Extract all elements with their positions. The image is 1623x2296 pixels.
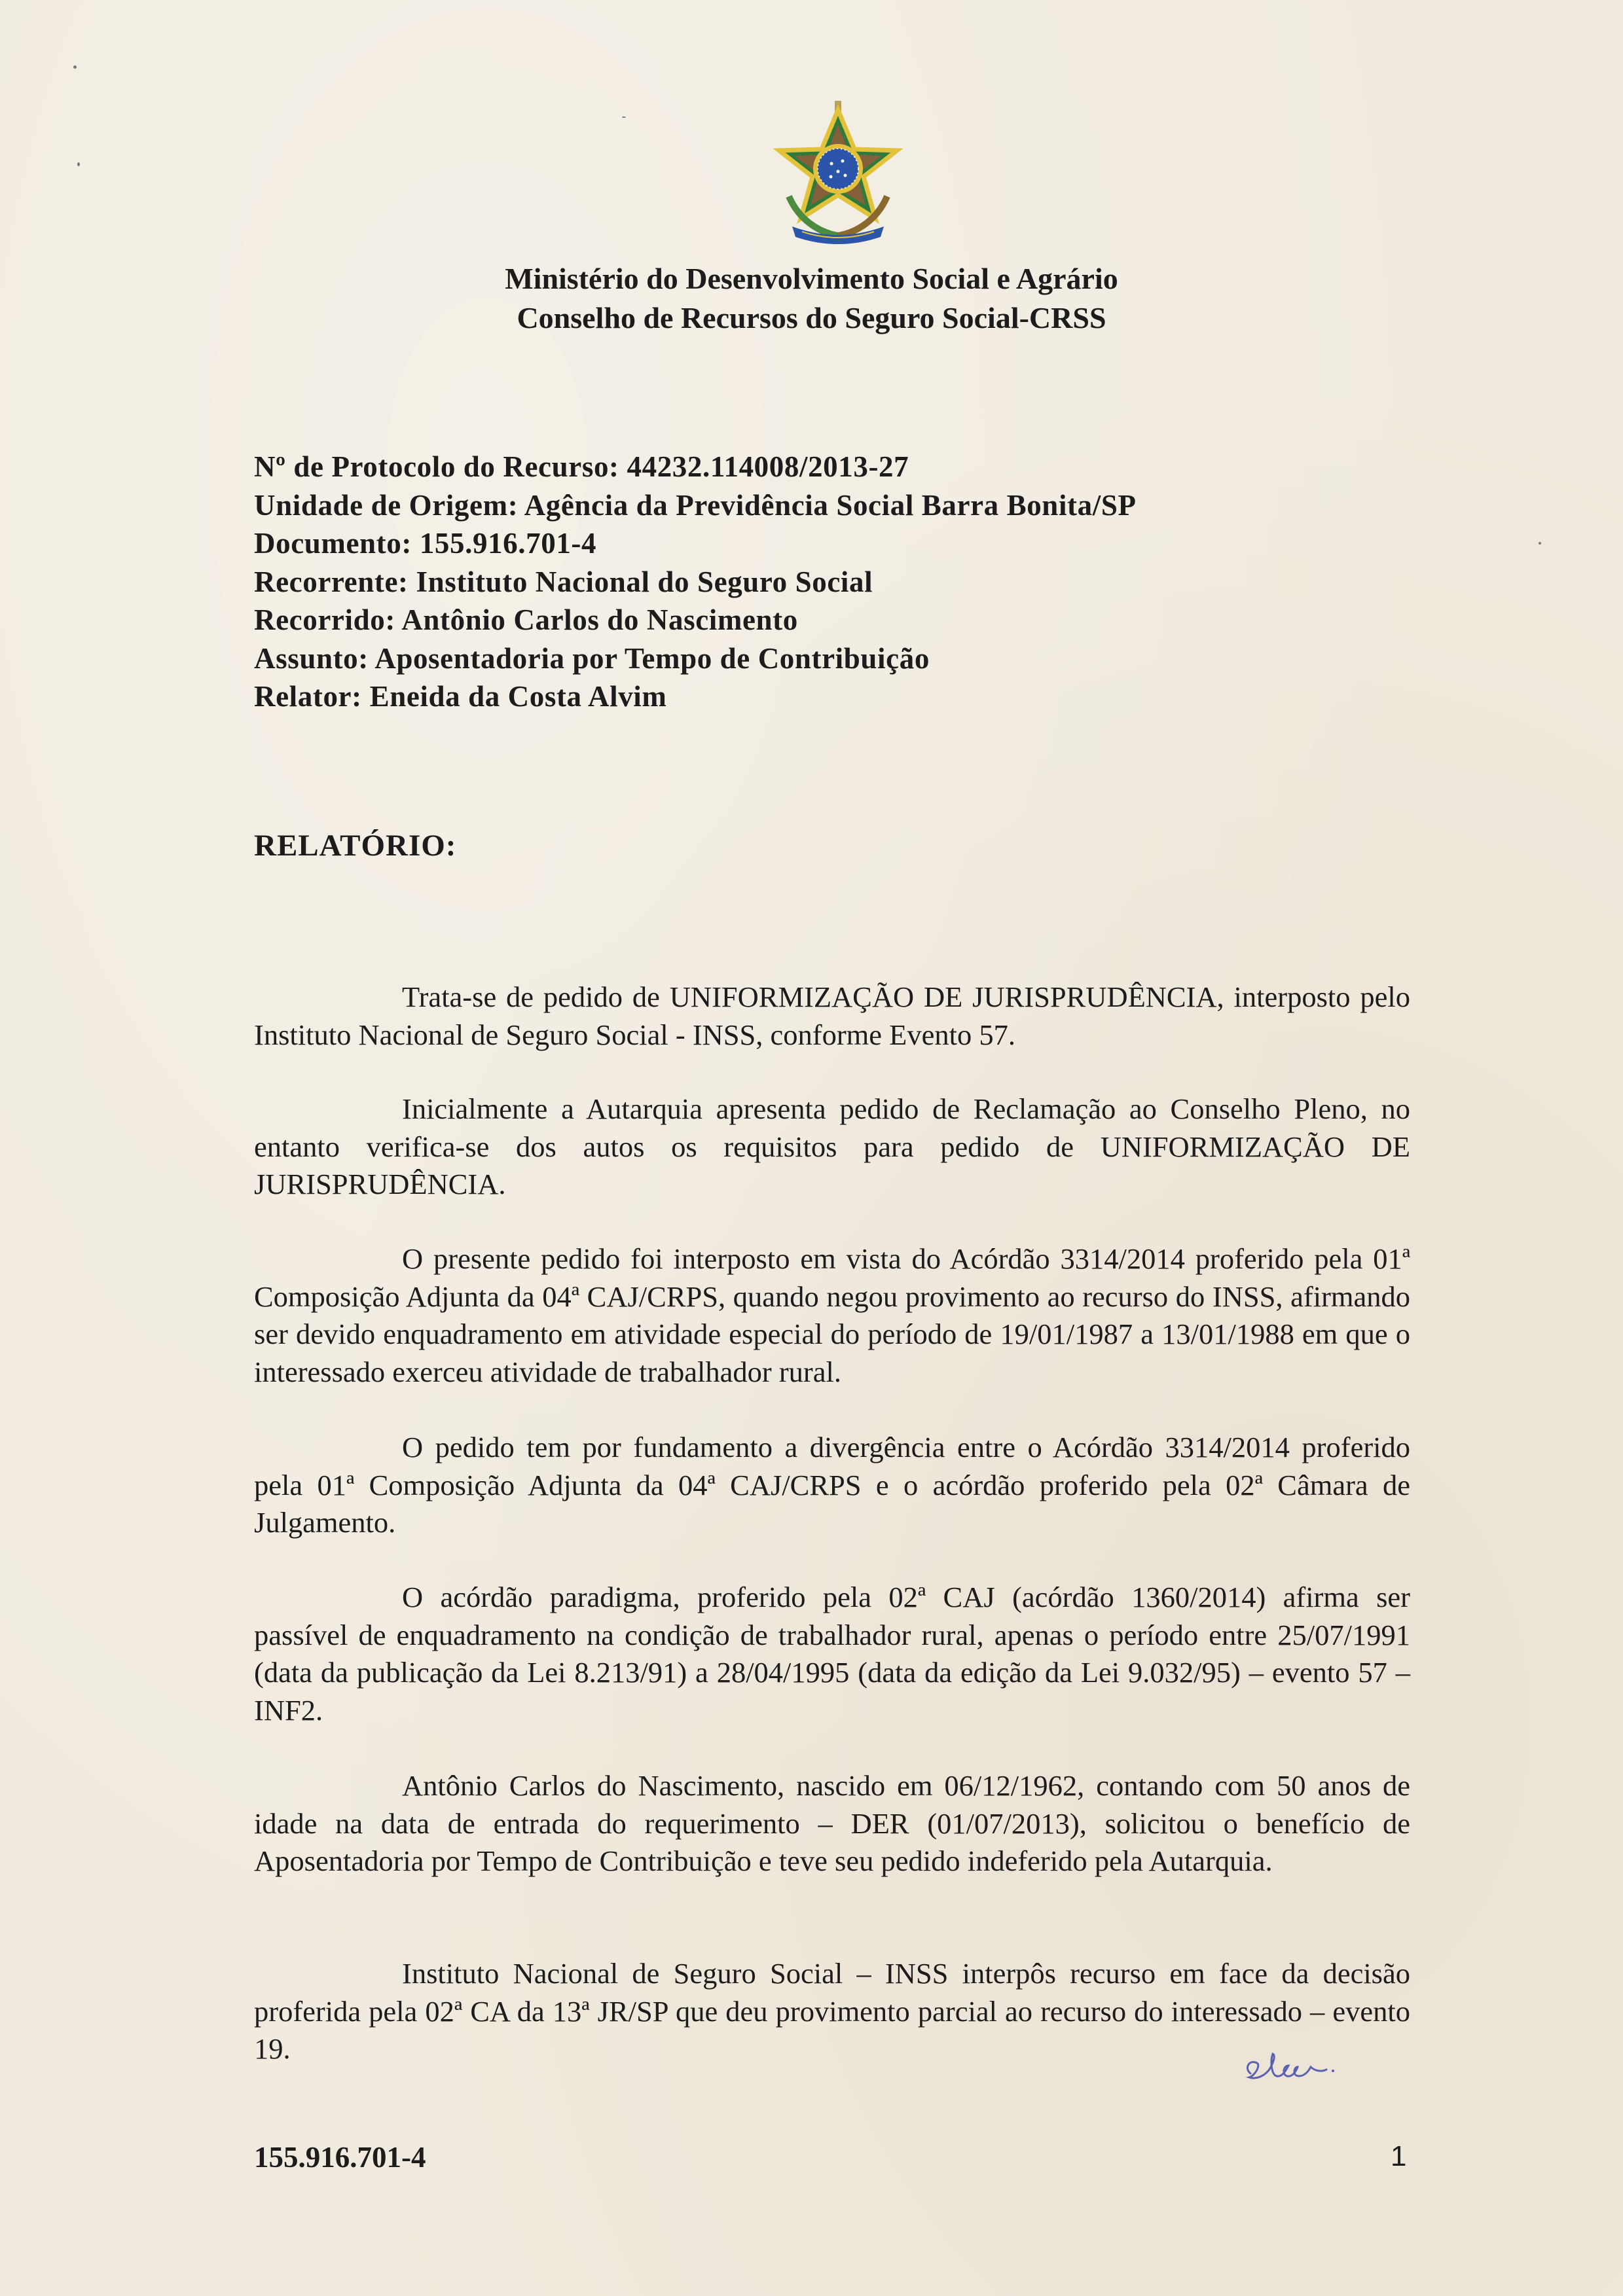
protocol-line [254,448,1137,486]
rapporteur-value: Eneida da Costa Alvim [369,680,667,713]
paragraph-7: Instituto Nacional de Seguro Social – INSS interpôs recurso em face da decisão proferida pela 02ª CA da 13ª JR/SP que deu provimento parcial ao recurso do interessado – evento 19. [254,1957,1410,2065]
subject-line [254,639,1137,678]
paper-speck [1539,542,1541,545]
protocol-value: 44232.114008/2013-27 [627,450,909,483]
council-name: Conselho de Recursos do Seguro Social-CRSS [517,301,1106,334]
report-heading: RELATÓRIO: [254,829,457,863]
origin-unit-label: Unidade de Origem: [254,488,519,522]
appellant-label: Recorrente: [254,565,409,598]
subject-label: Assunto: [254,641,369,675]
paper-speck [77,162,80,166]
origin-unit-line [254,486,1137,525]
paragraph-6: Antônio Carlos do Nascimento, nascido em 06/12/1962, contando com 50 anos de idade na data de entrada do requerimento – DER (01/07/2013), solicitou o benefício de Aposentadoria por Tempo de Contribuição e teve seu pedido indeferido pela Autarquia. [254,1769,1410,1877]
paragraph-2: Inicialmente a Autarquia apresenta pedido de Reclamação ao Conselho Pleno, no entanto verifica-se dos autos os requisitos para pedido de UNIFORMIZAÇÃO DE JURISPRUDÊNCIA. [254,1092,1410,1200]
footer-document-number: 155.916.701-4 [254,2141,426,2174]
protocol-label: Nº de Protocolo do Recurso: [254,450,619,483]
paper-speck [622,117,626,118]
document-line [254,524,1137,563]
appellee-label: Recorrido: [254,603,395,636]
appellant-value: Instituto Nacional do Seguro Social [416,565,873,598]
document-label: Documento: [254,527,412,560]
appellant-line [254,563,1137,601]
brazil-coat-of-arms-icon [763,98,913,249]
case-metadata [254,448,1137,716]
document-value: 155.916.701-4 [419,527,597,560]
rapporteur-label: Relator: [254,680,362,713]
origin-unit-value: Agência da Previdência Social Barra Bonita/SP [524,488,1137,522]
ministry-name: Ministério do Desenvolvimento Social e Agrário [505,262,1118,295]
paragraph-5: O acórdão paradigma, proferido pela 02ª CAJ (acórdão 1360/2014) afirma ser passível de enquadramento na condição de trabalhador rural, apenas o período entre 25/07/1991 (data da publicação da Lei 8.213/91) a 28/04/1995 (data da edição da Lei 9.032/95) – evento 57 – INF2. [254,1581,1410,1727]
paragraph-3: O presente pedido foi interposto em vista do Acórdão 3314/2014 proferido pela 01ª Composição Adjunta da 04ª CAJ/CRPS, quando negou provimento ao recurso do INSS, afirmando ser devido enquadramento em atividade especial do período de 19/01/1987 a 13/01/1988 em que o interessado exerceu atividade de trabalhador rural. [254,1242,1410,1388]
subject-value: Aposentadoria por Tempo de Contribuição [374,641,930,675]
handwritten-initials-icon [1237,2042,1342,2088]
paper-speck [73,65,77,69]
paragraph-4: O pedido tem por fundamento a divergência entre o Acórdão 3314/2014 proferido pela 01ª Composição Adjunta da 04ª CAJ/CRPS e o acórdão proferido pela 02ª Câmara de Julgamento. [254,1431,1410,1539]
appellee-value: Antônio Carlos do Nascimento [401,603,798,636]
paragraph-1: Trata-se de pedido de UNIFORMIZAÇÃO DE JURISPRUDÊNCIA, interposto pelo Instituto Nacional de Seguro Social - INSS, conforme Evento 57. [254,980,1410,1051]
page-number: 1 [1391,2140,1407,2172]
appellee-line [254,601,1137,639]
rapporteur-line [254,677,1137,716]
